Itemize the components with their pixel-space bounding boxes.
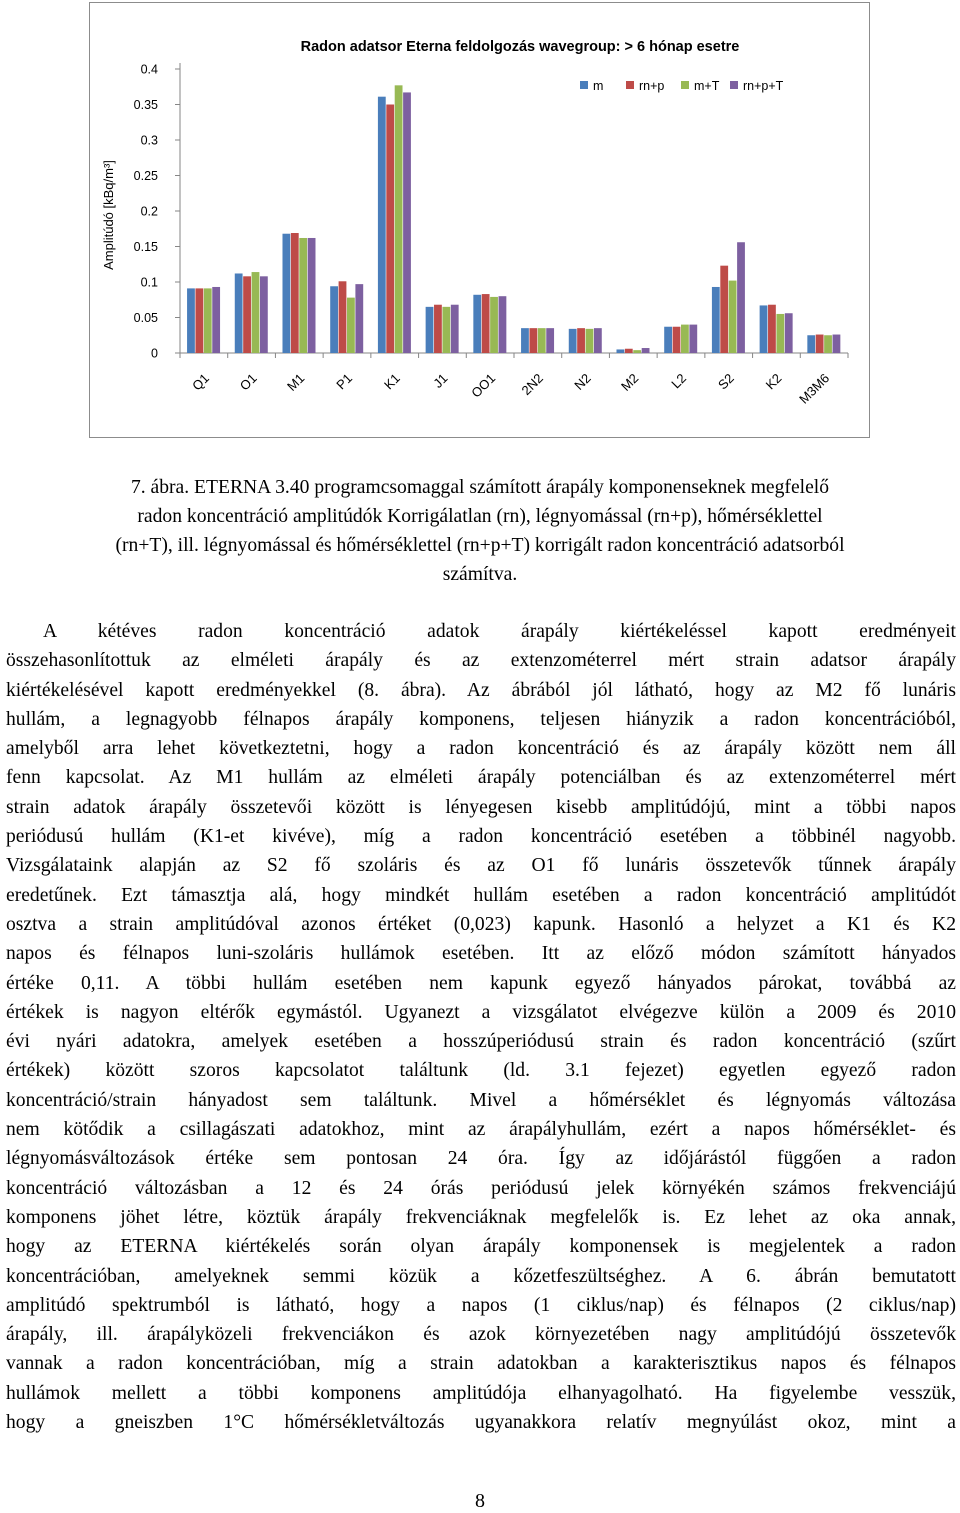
bar xyxy=(252,272,260,353)
body-line: értékek) között szoros kapcsolatot találtunk (ld. 3.1 fejezet) egyetlen egyező radon xyxy=(6,1060,956,1082)
y-tick-label: 0.3 xyxy=(140,133,158,148)
bar xyxy=(768,305,776,353)
bar xyxy=(776,314,784,353)
body-line: évi nyári adatokra, amelyek esetében a hosszúperiódusú strain és radon koncentráció (szűrt xyxy=(6,1031,956,1053)
figure-caption xyxy=(0,473,960,589)
x-tick-label: L2 xyxy=(668,370,690,392)
y-tick-label: 0.4 xyxy=(140,62,158,77)
x-tick-label: N2 xyxy=(571,370,594,393)
bar xyxy=(760,305,768,353)
bar xyxy=(243,276,251,353)
bar xyxy=(330,286,338,353)
bar xyxy=(291,233,299,353)
bar xyxy=(403,92,411,353)
bar xyxy=(586,329,594,353)
body-line: koncentráció változásban a 12 és 24 órás periódusú jelek környékén számos frekvenciájú xyxy=(6,1177,956,1199)
bar xyxy=(816,335,824,353)
body-line: nem kötődik a csillagászati adatokhoz, mint az árapályhullám, ezért a napos hőmérséklet- és xyxy=(6,1119,956,1141)
bar xyxy=(499,296,507,353)
chart-legend xyxy=(580,79,784,93)
y-tick-label: 0 xyxy=(151,346,158,361)
bar xyxy=(729,281,737,353)
y-tick-label: 0.05 xyxy=(133,311,158,325)
bar xyxy=(642,348,650,353)
bar xyxy=(737,242,745,353)
legend-swatch xyxy=(626,81,634,89)
bar xyxy=(824,335,832,353)
body-line: napos és félnapos luni-szoláris hullámok esetében. Itt az előző módon számított hányados xyxy=(6,943,956,965)
bar xyxy=(664,327,672,353)
bar xyxy=(720,266,728,353)
x-tick-label: K1 xyxy=(380,370,403,393)
x-tick-label: Q1 xyxy=(189,370,212,394)
body-line: hogy a gneiszben 1°C hőmérsékletváltozás ugyanakkora relatív megnyúlást okoz, mint a xyxy=(6,1412,956,1434)
bar xyxy=(434,305,442,353)
bar xyxy=(187,288,195,353)
bar xyxy=(204,288,212,353)
bar xyxy=(260,276,268,353)
body-line: hullámok mellett a többi komponens amplitúdója elhanyagolható. Ha figyelembe vesszük, xyxy=(6,1382,956,1404)
bar xyxy=(689,325,697,353)
bar xyxy=(195,288,203,353)
bar xyxy=(546,328,554,353)
x-tick-label: K2 xyxy=(762,370,785,393)
y-tick-label: 0.35 xyxy=(133,98,158,112)
bar xyxy=(681,325,689,353)
bar-chart xyxy=(90,3,871,439)
bar xyxy=(625,349,633,353)
body-line: eredetűnek. Ezt támasztja alá, hogy mindkét hullám esetében a radon koncentráció amplitúdót xyxy=(6,884,956,906)
bar xyxy=(282,234,290,353)
bar xyxy=(521,328,529,353)
y-tick-label: 0.15 xyxy=(133,240,158,254)
body-line: légnyomásváltozások értéke sem pontosan 24 óra. Így az időjárástól függően a radon xyxy=(6,1148,956,1170)
x-tick-label: M2 xyxy=(618,370,642,394)
bar xyxy=(426,307,434,353)
bar xyxy=(451,305,459,353)
legend-swatch xyxy=(681,81,689,89)
x-tick-label: OO1 xyxy=(468,370,499,401)
bar xyxy=(212,287,220,353)
body-line: amelyből arra lehet következtetni, hogy a radon koncentráció és az árapály között nem áll xyxy=(6,738,956,760)
bar xyxy=(538,328,546,353)
bar xyxy=(712,287,720,353)
body-line: koncentráció/strain hányadost sem találtunk. Mivel a hőmérséklet és légnyomás változása xyxy=(6,1089,956,1111)
body-line: Vizsgálataink alapján az S2 fő szoláris és az O1 fő lunáris összetevők tűnnek árapály xyxy=(6,855,956,877)
body-line: kiértékelésével kapott eredményekkel (8. ábra). Az ábrából jól látható, hogy az M2 fő lunáris xyxy=(6,679,956,701)
bar xyxy=(355,284,363,353)
legend-label: rn+p+T xyxy=(743,79,784,93)
bar xyxy=(785,313,793,353)
bar xyxy=(339,281,347,353)
x-tick-label: O1 xyxy=(236,370,260,394)
caption-line: radon koncentráció amplitúdók Korrigálatlan (rn), légnyomással (rn+p), hőmérséklettel xyxy=(137,506,823,527)
x-tick-label: M3M6 xyxy=(796,370,833,407)
legend-swatch xyxy=(730,81,738,89)
body-line: értékek is nagyon eltérők egymástól. Ugyanezt a vizsgálatot elvégezve külön a 2009 és 2010 xyxy=(6,1001,956,1023)
body-line: összehasonlítottuk az elméleti árapály és az extenzométerrel mért strain adatsor árapály xyxy=(6,650,956,672)
y-tick-label: 0.25 xyxy=(133,169,158,183)
legend-label: rn+p xyxy=(639,79,665,93)
bar xyxy=(347,298,355,353)
caption-line: 7. ábra. ETERNA 3.40 programcsomaggal számított árapály komponenseknek megfelelő xyxy=(130,477,830,498)
x-tick-label: J1 xyxy=(430,370,451,391)
x-tick-label: P1 xyxy=(333,370,356,393)
bar xyxy=(378,97,386,353)
chart-frame xyxy=(89,2,870,438)
bar xyxy=(569,329,577,353)
bar xyxy=(473,295,481,353)
bar xyxy=(529,328,537,353)
y-axis-label: Amplitúdó [kBq/m³] xyxy=(101,160,116,270)
bar xyxy=(616,349,624,353)
x-tick-label: M1 xyxy=(284,370,308,394)
legend-label: m+T xyxy=(694,79,720,93)
bar xyxy=(299,238,307,353)
body-line: értéke 0,11. A többi hullám esetében nem kapunk egyező hányados párokat, továbbá az xyxy=(6,972,956,994)
legend-swatch xyxy=(580,81,588,89)
bar xyxy=(594,328,602,353)
bar xyxy=(490,297,498,353)
bar xyxy=(395,85,403,353)
bar xyxy=(235,273,243,353)
bar xyxy=(442,307,450,353)
caption-line: számítva. xyxy=(442,564,518,585)
x-tick-label: 2N2 xyxy=(518,370,546,398)
body-line: amplitúdó spektrumból is látható, hogy a napos (1 ciklus/nap) és félnapos (2 ciklus/nap) xyxy=(6,1294,956,1316)
body-line: koncentrációban, amelyeknek semmi közük a kőzetfeszültséghez. A 6. ábrán bemutatott xyxy=(6,1265,956,1287)
legend-label: m xyxy=(593,79,604,93)
body-line: strain adatok árapály összetevői között is lényegesen kisebb amplitúdójú, mint a többi napos xyxy=(6,796,956,818)
y-tick-label: 0.1 xyxy=(140,275,158,290)
y-tick-label: 0.2 xyxy=(140,204,158,219)
x-tick-label: S2 xyxy=(714,370,737,393)
caption-line: (rn+T), ill. légnyomással és hőmérséklettel (rn+p+T) korrigált radon koncentráció adatsorból xyxy=(115,535,845,556)
body-line: periódusú hullám (K1-et kivéve), míg a radon koncentráció esetében a többinél nagyobb. xyxy=(6,826,956,848)
page-number: 8 xyxy=(475,1490,485,1512)
bar xyxy=(482,294,490,353)
plot-area xyxy=(134,63,848,407)
chart-title: Radon adatsor Eterna feldolgozás wavegroup: > 6 hónap esetre xyxy=(300,39,740,55)
body-line: hogy az ETERNA kiértékelés során olyan árapály komponensek is megjelentek a radon xyxy=(6,1236,956,1258)
body-line: osztva a strain amplitúdóval azonos értéket (0,023) kapunk. Hasonló a helyzet a K1 és K2 xyxy=(6,913,956,935)
body-line: vannak a radon koncentrációban, míg a strain adatokban a karakterisztikus napos és félnapos xyxy=(6,1353,956,1375)
bar xyxy=(577,328,585,353)
bar xyxy=(308,238,316,353)
body-paragraph xyxy=(6,617,956,1437)
body-line: fenn kapcsolat. Az M1 hullám az elméleti árapály potenciálban és az extenzométerrel mért xyxy=(6,767,956,789)
bar xyxy=(633,350,641,353)
bar xyxy=(833,335,841,353)
bar xyxy=(386,105,394,354)
body-line: árapály, ill. árapályközeli frekvenciákon és azok környezetében nagy amplitúdójú összetevők xyxy=(6,1324,956,1346)
body-line: komponens jöhet létre, köztük árapály frekvenciáknak megfelelők is. Ez lehet az oka annak, xyxy=(6,1206,956,1228)
body-line: hullám, a legnagyobb félnapos árapály komponens, teljesen hiányzik a radon koncentrációból, xyxy=(6,708,956,730)
bar xyxy=(807,335,815,353)
bar xyxy=(673,327,681,353)
body-line: A kétéves radon koncentráció adatok árapály kiértékeléssel kapott eredményeit xyxy=(43,621,956,642)
